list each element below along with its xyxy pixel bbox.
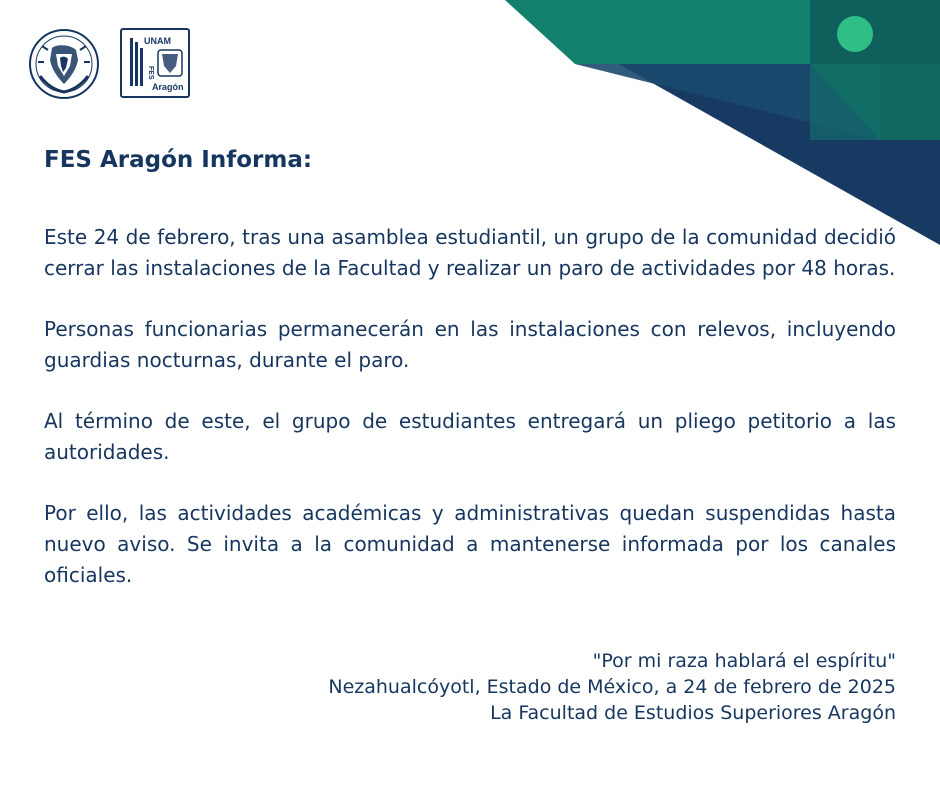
paragraph-4: Por ello, las actividades académicas y administrativas quedan suspendidas hasta nuevo aviso. Se invita a la comunidad a mantenerse informada por los canales oficiales. (44, 501, 896, 587)
page-title: FES Aragón Informa: (44, 147, 313, 173)
fes-logo-aragon-text: Aragón (152, 82, 184, 92)
signature-place-date: Nezahualcóyotl, Estado de México, a 24 de febrero de 2025 (328, 676, 896, 698)
announcement-body (44, 222, 896, 621)
signature-block (328, 648, 896, 726)
signature-institution: La Facultad de Estudios Superiores Aragón (490, 702, 896, 724)
paragraph-1: Este 24 de febrero, tras una asamblea estudiantil, un grupo de la comunidad decidió cerrar las instalaciones de la Facultad y realizar un paro de actividades por 48 horas. (44, 225, 896, 280)
unam-seal-icon (26, 26, 102, 102)
fes-logo-unam-text: UNAM (144, 36, 171, 46)
signature-motto: "Por mi raza hablará el espíritu" (592, 650, 896, 672)
fes-logo-fes-text: FES (147, 66, 154, 80)
fes-aragon-logo-icon (120, 28, 190, 98)
paragraph-3: Al término de este, el grupo de estudiantes entregará un pliego petitorio a las autoridades. (44, 409, 896, 464)
paragraph-2: Personas funcionarias permanecerán en las instalaciones con relevos, incluyendo guardias nocturnas, durante el paro. (44, 317, 896, 372)
corner-decoration (480, 0, 940, 245)
